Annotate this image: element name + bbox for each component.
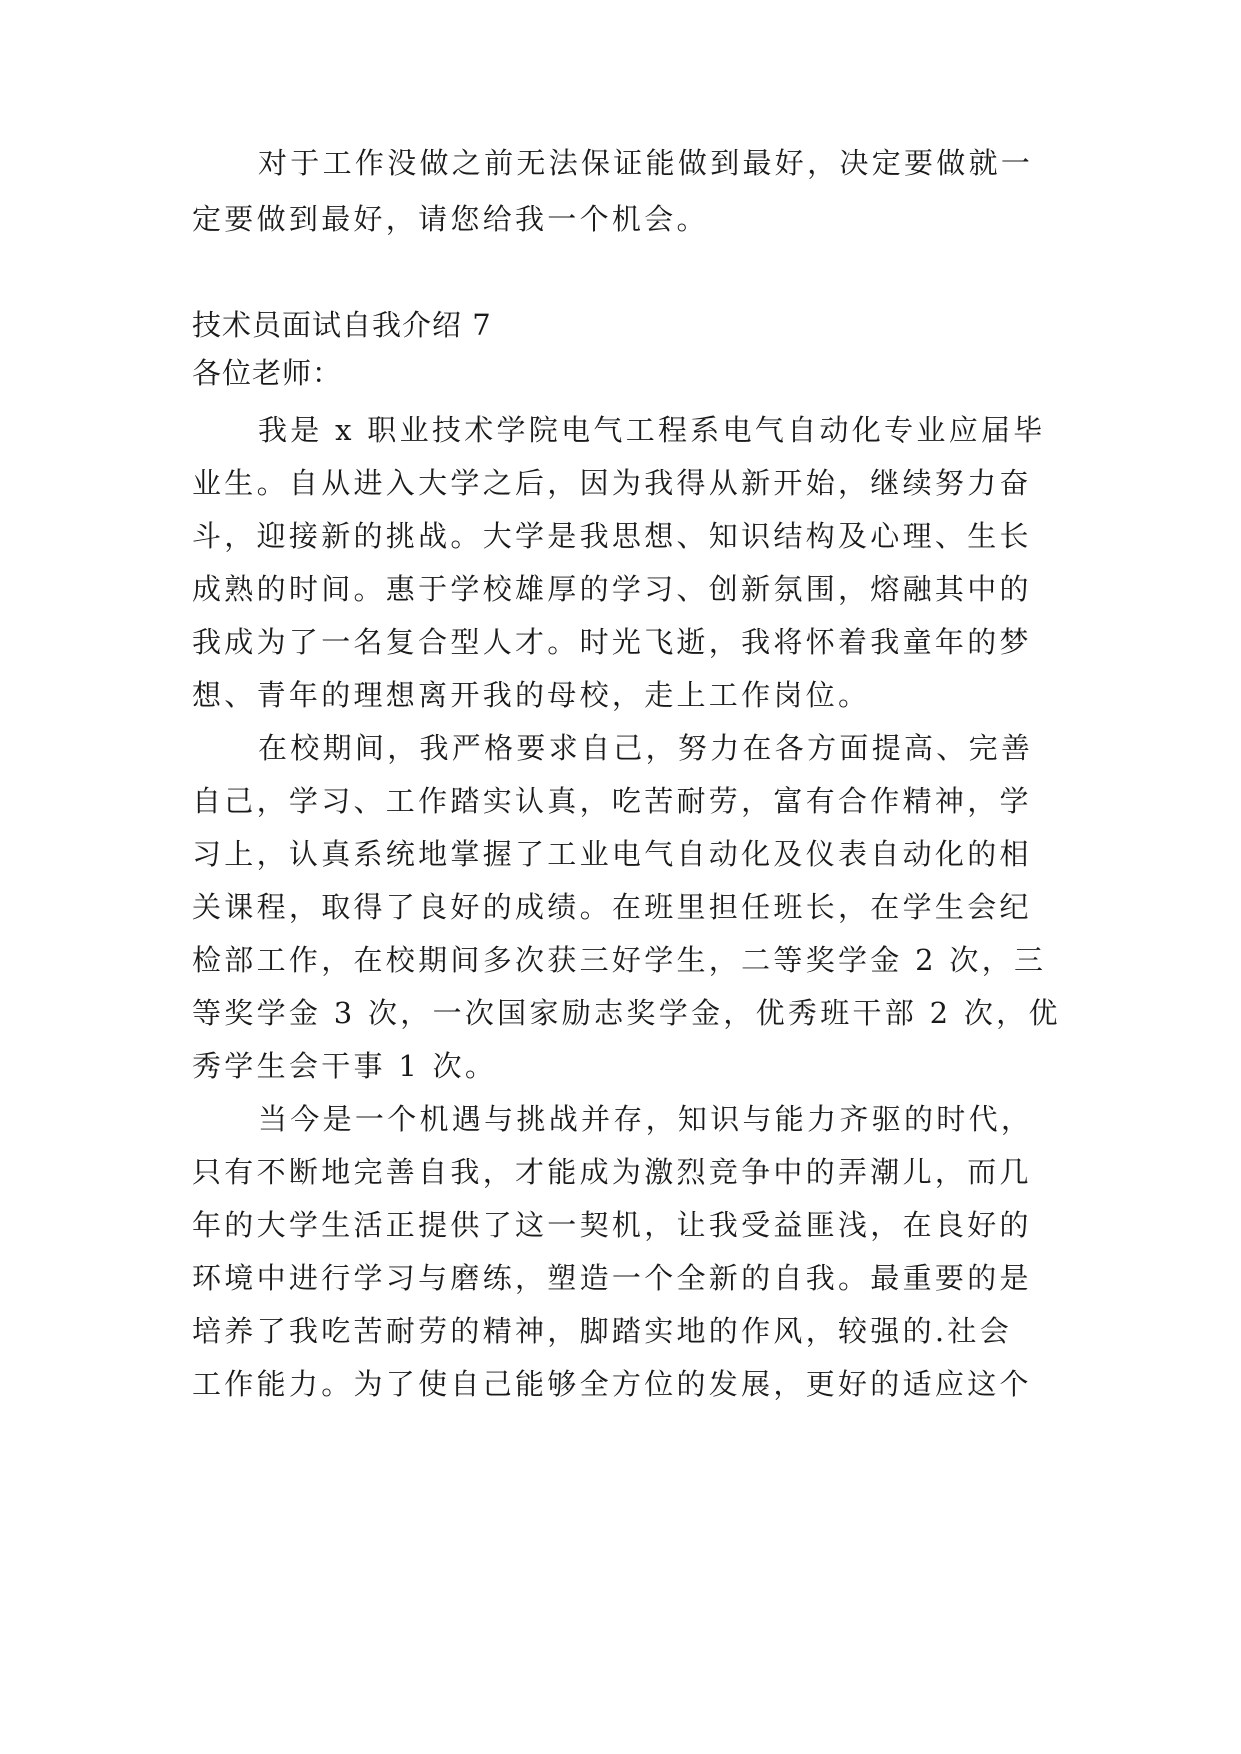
text-line: 成熟的时间。惠于学校雄厚的学习、创新氛围，熔融其中的 — [192, 572, 1032, 606]
text-line: 检部工作，在校期间多次获三好学生，二等奖学金 2 次，三 — [192, 943, 1047, 977]
text-line: 关课程，取得了良好的成绩。在班里担任班长，在学生会纪 — [192, 890, 1032, 924]
text-line: 我是 x 职业技术学院电气工程系电气自动化专业应届毕 — [258, 413, 1046, 447]
text-line: 培养了我吃苦耐劳的精神，脚踏实地的作风，较强的.社会 — [192, 1314, 1013, 1348]
text-line: 秀学生会干事 1 次。 — [192, 1049, 498, 1083]
text-line: 定要做到最好，请您给我一个机会。 — [192, 202, 709, 236]
text-line: 等奖学金 3 次，一次国家励志奖学金，优秀班干部 2 次，优 — [192, 996, 1061, 1030]
text-line: 环境中进行学习与磨练，塑造一个全新的自我。最重要的是 — [192, 1261, 1032, 1295]
text-line: 斗，迎接新的挑战。大学是我思想、知识结构及心理、生长 — [192, 519, 1032, 553]
text-line: 我成为了一名复合型人才。时光飞逝，我将怀着我童年的梦 — [192, 625, 1032, 659]
text-line: 在校期间，我严格要求自己，努力在各方面提高、完善 — [258, 731, 1034, 765]
text-line: 自己，学习、工作踏实认真，吃苦耐劳，富有合作精神，学 — [192, 784, 1032, 818]
text-line: 只有不断地完善自我，才能成为激烈竞争中的弄潮儿，而几 — [192, 1155, 1032, 1189]
text-line: 年的大学生活正提供了这一契机，让我受益匪浅，在良好的 — [192, 1208, 1032, 1242]
salutation: 各位老师： — [192, 356, 343, 390]
text-line: 想、青年的理想离开我的母校，走上工作岗位。 — [192, 678, 871, 712]
document-page — [192, 0, 1061, 1754]
section-title: 技术员面试自我介绍 7 — [192, 308, 492, 342]
text-line: 业生。自从进入大学之后，因为我得从新开始，继续努力奋 — [192, 466, 1032, 500]
text-line: 习上，认真系统地掌握了工业电气自动化及仪表自动化的相 — [192, 837, 1032, 871]
text-line: 当今是一个机遇与挑战并存，知识与能力齐驱的时代， — [258, 1102, 1034, 1136]
text-line: 对于工作没做之前无法保证能做到最好，决定要做就一 — [258, 146, 1034, 180]
text-line: 工作能力。为了使自己能够全方位的发展，更好的适应这个 — [192, 1367, 1032, 1401]
